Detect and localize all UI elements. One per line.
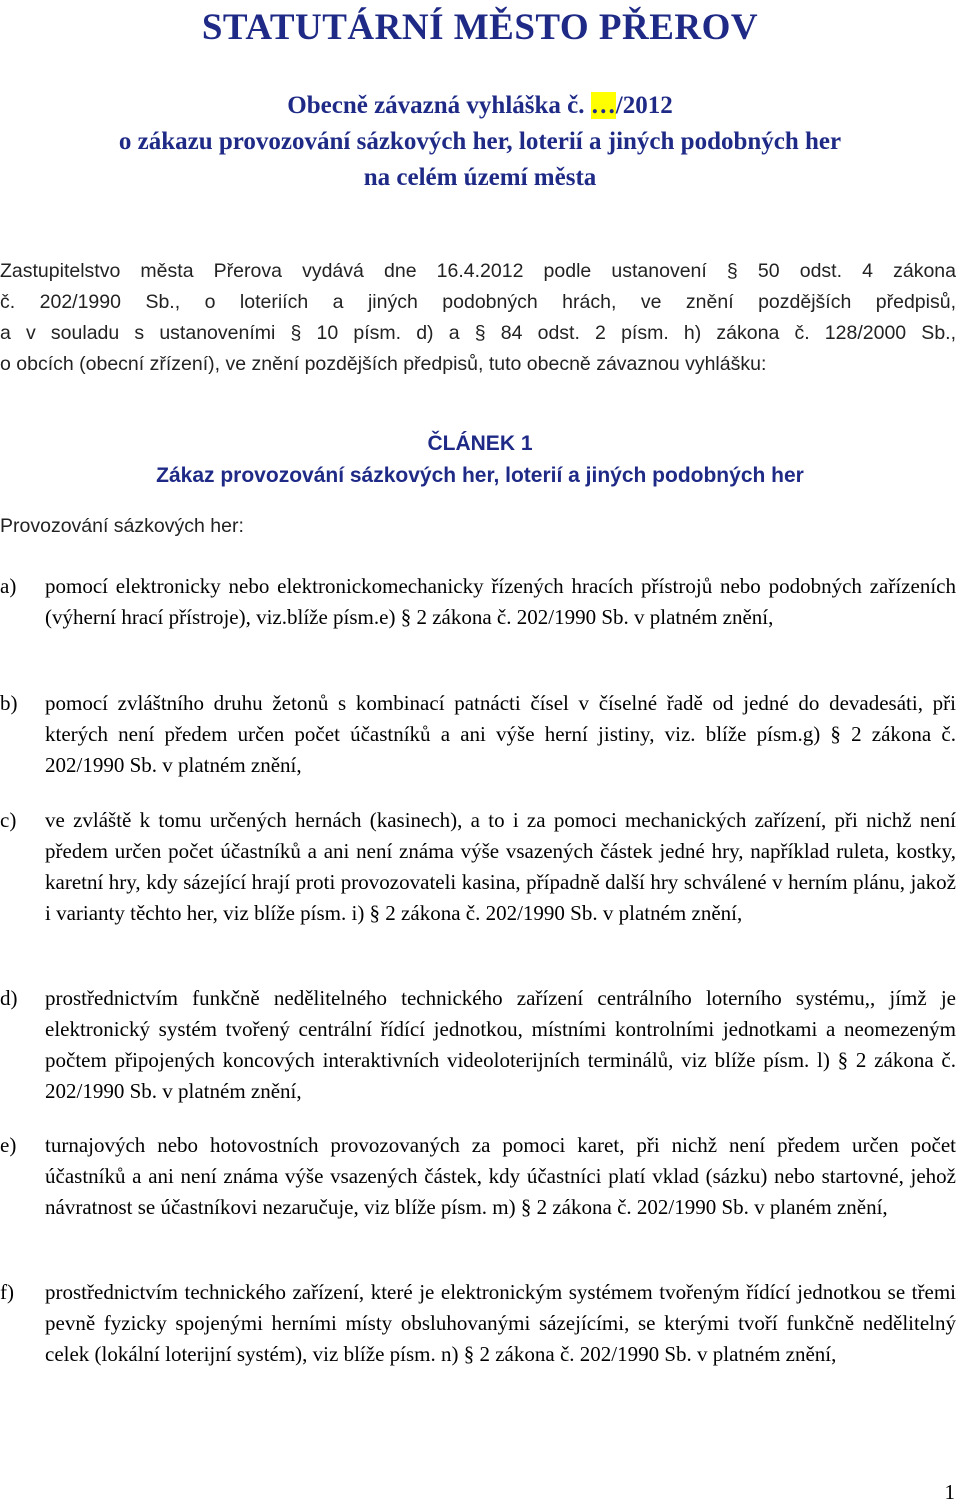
list-item-letter: a) xyxy=(0,574,17,598)
article-number: ČLÁNEK 1 xyxy=(427,432,533,455)
preamble-line: o obcích (obecní zřízení), ve znění pozdějších předpisů, tuto obecně závaznou vyhlášku: xyxy=(0,353,767,375)
list-item-text: pomocí zvláštního druhu žetonů s kombinací patnácti čísel v číselné řadě od jedné do devadesáti, při kterých není předem určen počet účastníků a ani výše herní jistiny, viz. blíže písm.g) § 2 zákona č. 202/1990 Sb. v platném znění, xyxy=(45,691,956,777)
article-title: Zákaz provozování sázkových her, loterií a jiných podobných her xyxy=(156,464,804,487)
preamble-paragraph xyxy=(0,256,956,380)
list-item-text: prostřednictvím technického zařízení, které je elektronickým systémem tvořeným řídící jednotkou se třemi pevně fyzicky spojenými herními místy obsluhovanými sázejícími, se kterými tvoří funkčně nedělitelný celek (lokální loterijní systém), viz blíže písm. n) § 2 zákona č. 202/1990 Sb. v platném znění, xyxy=(45,1280,956,1366)
list-item-letter: d) xyxy=(0,986,18,1010)
list-item-text: pomocí elektronicky nebo elektronickomechanicky řízených hracích přístrojů nebo podobných zařízeních (výherní hrací přístroje), viz.blíže písm.e) § 2 zákona č. 202/1990 Sb. v platném znění, xyxy=(45,574,956,629)
page-number: 1 xyxy=(944,1480,955,1504)
list-item-text: ve zvláště k tomu určených hernách (kasinech), a to i za pomoci mechanických zařízení, při nichž není předem určen počet účastníků a ani není známa výše vsazených částek jedné hry, například ruleta, kostky, karetní hry, kdy sázející hrají proti provozovateli kasina, případně další hry schválené v herním plánu, jakož i varianty těchto her, viz blíže písm. i) § 2 zákona č. 202/1990 Sb. v platném znění, xyxy=(45,808,956,925)
subtitle-line-3: na celém území města xyxy=(363,164,597,191)
document-subtitle xyxy=(0,88,960,196)
article-heading xyxy=(0,428,960,492)
preamble-line: Zastupitelstvo města Přerova vydává dne 16.4.2012 podle ustanovení § 50 odst. 4 zákona xyxy=(0,260,956,282)
preamble-line: a v souladu s ustanoveními § 10 písm. d) a § 84 odst. 2 písm. h) zákona č. 128/2000 Sb., xyxy=(0,322,956,344)
list-item-letter: b) xyxy=(0,691,18,715)
highlighted-number-placeholder: … xyxy=(590,92,616,119)
subtitle-line-1 xyxy=(0,88,960,124)
subtitle-year: /2012 xyxy=(615,92,673,119)
list-item-text: prostřednictvím funkčně nedělitelného technického zařízení centrálního loterního systému,, jímž je elektronický systém tvořený centrální řídící jednotkou, místními kontrolními jednotkami a neomezeným počtem připojených koncových interaktivních videoloterijních terminálů, viz blíže písm. l) § 2 zákona č. 202/1990 Sb. v platném znění, xyxy=(45,986,956,1103)
subtitle-line-2: o zákazu provozování sázkových her, loterií a jiných podobných her xyxy=(118,128,842,155)
document-title: STATUTÁRNÍ MĚSTO PŘEROV xyxy=(201,7,759,48)
list-item-letter: c) xyxy=(0,808,17,832)
article-intro: Provozování sázkových her: xyxy=(0,515,244,537)
list-item-letter: e) xyxy=(0,1133,17,1157)
subtitle-prefix: Obecně závazná vyhláška č. xyxy=(287,92,591,119)
list-item-text: turnajových nebo hotovostních provozovaných za pomoci karet, při nichž není předem určen počet účastníků a ani není známa výše vsazených částek, kdy účastníci platí vklad (sázku) nebo startovné, jehož návratnost se účastníkovi nezaručuje, viz blíže písm. m) § 2 zákona č. 202/1990 Sb. v planém znění, xyxy=(45,1133,956,1219)
list-item-letter: f) xyxy=(0,1280,14,1304)
preamble-line: č. 202/1990 Sb., o loteriích a jiných podobných hrách, ve znění pozdějších předpisů, xyxy=(0,291,956,313)
